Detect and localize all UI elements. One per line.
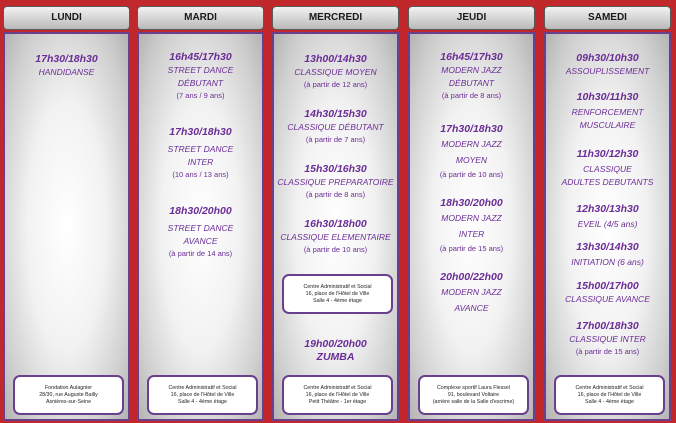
class-level: INTER <box>458 229 485 239</box>
day-header-jeudi: JEUDI <box>408 6 535 30</box>
class-age: (7 ans / 9 ans) <box>176 91 225 100</box>
class-slot <box>274 53 397 90</box>
class-age: (à partir de 8 ans) <box>305 190 366 199</box>
class-slot <box>546 203 669 231</box>
class-name: MODERN JAZZ <box>441 139 502 149</box>
class-name: RENFORCEMENT <box>571 107 644 117</box>
class-slot <box>274 338 397 364</box>
venue-line: 91, boulevard Voltaire <box>447 391 500 398</box>
class-time: 16h45/17h30 <box>440 51 503 63</box>
class-time: 17h30/18h30 <box>35 53 98 65</box>
class-time: 10h30/11h30 <box>576 91 639 103</box>
class-slot <box>410 197 533 254</box>
venue-line: Fondation Aulagnier <box>44 384 93 391</box>
class-slot <box>139 205 262 259</box>
class-age: (à partir de 15 ans) <box>575 347 640 356</box>
schedule-panel-lundi <box>3 32 130 421</box>
venue-line: Petit Théâtre - 1er étage <box>308 398 367 405</box>
venue-line: 28/30, rue Auguste Bailly <box>39 391 98 398</box>
venue-line: 16, place de l'Hôtel de Ville <box>170 391 235 398</box>
class-slot <box>139 126 262 180</box>
venue-line: Centre Administratif et Social <box>575 384 644 391</box>
class-time: 16h30/18h00 <box>304 218 367 230</box>
class-time: 15h00/17h00 <box>576 280 639 292</box>
class-age: (à partir de 8 ans) <box>441 91 502 100</box>
class-name: STREET DANCE <box>167 144 234 154</box>
class-time: 14h30/15h30 <box>304 108 367 120</box>
class-name: INITIATION (6 ans) <box>571 257 644 267</box>
class-name: CLASSIQUE ELEMENTAIRE <box>280 232 391 242</box>
class-level: MUSCULAIRE <box>579 120 636 130</box>
day-column-jeudi <box>408 0 535 423</box>
day-column-mercredi <box>272 0 399 423</box>
class-level: MOYEN <box>455 155 488 165</box>
day-column-samedi <box>544 0 671 423</box>
class-level: AVANCE <box>454 303 489 313</box>
day-header-samedi: SAMEDI <box>544 6 671 30</box>
venue-line: 16, place de l'Hôtel de Ville <box>577 391 642 398</box>
venue-line: Centre Administratif et Social <box>303 384 372 391</box>
day-header-mardi: MARDI <box>137 6 264 30</box>
class-time: 15h30/16h30 <box>304 163 367 175</box>
class-time: 13h00/14h30 <box>304 53 367 65</box>
class-time: 18h30/20h00 <box>169 205 232 217</box>
venue-box <box>282 274 393 314</box>
class-name: CLASSIQUE INTER <box>569 334 646 344</box>
class-time: 17h00/18h30 <box>576 320 639 332</box>
class-slot <box>274 218 397 255</box>
venue-box <box>418 375 529 415</box>
class-slot <box>546 280 669 306</box>
class-slot <box>546 320 669 357</box>
venue-box <box>13 375 124 415</box>
class-slot <box>5 53 128 79</box>
class-slot <box>410 271 533 315</box>
class-age: (à partir de 10 ans) <box>303 245 368 254</box>
class-slot <box>546 148 669 189</box>
class-slot <box>546 91 669 132</box>
schedule-panel-mercredi <box>272 32 399 421</box>
class-level: ADULTES DEBUTANTS <box>561 177 654 187</box>
venue-line: Centre Administratif et Social <box>168 384 237 391</box>
class-name: CLASSIQUE MOYEN <box>294 67 377 77</box>
class-time: 17h30/18h30 <box>169 126 232 138</box>
class-age: (à partir de 7 ans) <box>305 135 366 144</box>
class-name: CLASSIQUE PREPARATOIRE <box>277 177 394 187</box>
class-age: (à partir de 14 ans) <box>168 249 233 258</box>
class-time: 16h45/17h30 <box>169 51 232 63</box>
class-age: (à partir de 10 ans) <box>439 170 504 179</box>
class-slot <box>410 123 533 180</box>
class-slot <box>274 108 397 145</box>
venue-box <box>282 375 393 415</box>
class-time: 13h30/14h30 <box>576 241 639 253</box>
class-slot <box>546 52 669 78</box>
class-time: 18h30/20h00 <box>440 197 503 209</box>
class-age: (à partir de 12 ans) <box>303 80 368 89</box>
class-name: CLASSIQUE DÉBUTANT <box>287 122 384 132</box>
day-header-mercredi: MERCREDI <box>272 6 399 30</box>
class-name: HANDIDANSE <box>38 67 95 77</box>
class-name: ZUMBA <box>316 351 355 363</box>
schedule-panel-mardi <box>137 32 264 421</box>
class-slot <box>274 163 397 200</box>
schedule-panel-jeudi <box>408 32 535 421</box>
day-column-lundi <box>3 0 130 423</box>
class-name: CLASSIQUE <box>583 164 632 174</box>
day-header-lundi: LUNDI <box>3 6 130 30</box>
venue-box <box>554 375 665 415</box>
class-name: STREET DANCE <box>167 223 234 233</box>
class-name: MODERN JAZZ <box>441 213 502 223</box>
venue-line: Salle 4 - 4ème étage <box>178 398 227 405</box>
class-name: EVEIL (4/5 ans) <box>577 219 638 229</box>
class-level: DÉBUTANT <box>448 78 495 88</box>
class-time: 17h30/18h30 <box>440 123 503 135</box>
venue-line: Asnières-sur-Seine <box>45 398 92 405</box>
class-time: 11h30/12h30 <box>576 148 639 160</box>
class-level: DÉBUTANT <box>177 78 224 88</box>
class-slot <box>410 51 533 101</box>
class-time: 19h00/20h00 <box>304 338 367 350</box>
venue-line: Salle 4 - 4ème étage <box>585 398 634 405</box>
class-level: INTER <box>187 157 214 167</box>
class-name: MODERN JAZZ <box>441 287 502 297</box>
venue-line: 16, place de l'Hôtel de Ville <box>305 290 370 297</box>
class-name: MODERN JAZZ <box>441 65 502 75</box>
class-slot <box>139 51 262 101</box>
class-level: AVANCE <box>183 236 218 246</box>
venue-line: 16, place de l'Hôtel de Ville <box>305 391 370 398</box>
class-time: 20h00/22h00 <box>440 271 503 283</box>
class-name: ASSOUPLISSEMENT <box>565 66 650 76</box>
venue-box <box>147 375 258 415</box>
class-name: CLASSIQUE AVANCE <box>565 294 650 304</box>
class-name: STREET DANCE <box>167 65 234 75</box>
class-age: (10 ans / 13 ans) <box>172 170 229 179</box>
venue-line: Salle 4 - 4ème étage <box>313 297 362 304</box>
venue-line: (arrière salle de la Salle d'escrime) <box>432 398 515 405</box>
venue-line: Centre Administratif et Social <box>303 283 372 290</box>
class-time: 12h30/13h30 <box>576 203 639 215</box>
class-slot <box>546 241 669 269</box>
schedule-panel-samedi <box>544 32 671 421</box>
class-time: 09h30/10h30 <box>576 52 639 64</box>
day-column-mardi <box>137 0 264 423</box>
venue-line: Complexe sportif Laura Flessel <box>436 384 510 391</box>
class-age: (à partir de 15 ans) <box>439 244 504 253</box>
